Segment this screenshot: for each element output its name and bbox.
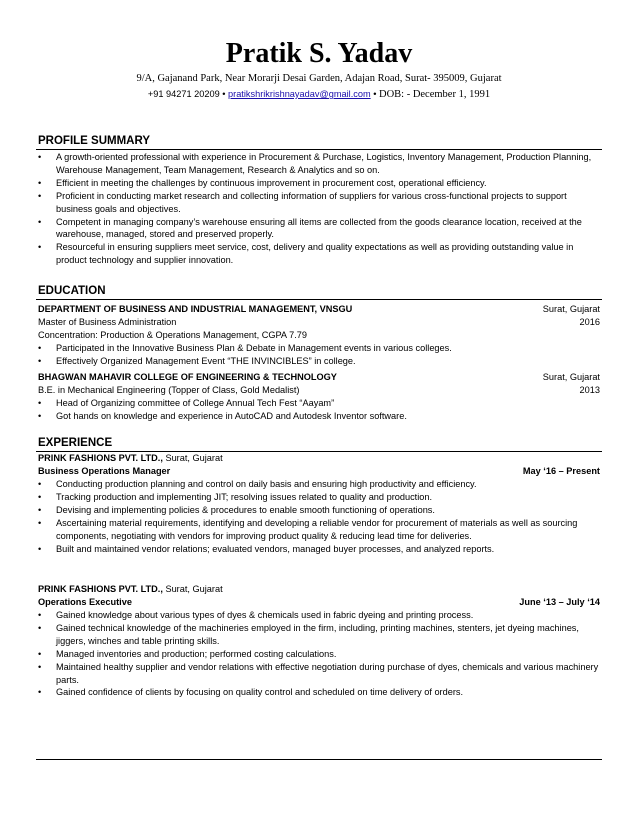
section-title-education: EDUCATION [38,285,106,297]
education-institution-1: DEPARTMENT OF BUSINESS AND INDUSTRIAL MANAGEMENT, VNSGU Surat, Gujarat [38,304,600,314]
list-item: • Gained technical knowledge of the machineries employed in the firm, including, printing machines, stenters, jet dyeing machines, jiggers, winches and table printing skills. [36,622,602,648]
experience-bullets-2 [36,609,602,699]
contact-line [0,87,638,102]
phone: +91 94271 20209 [147,89,220,99]
separator: • [222,89,226,99]
candidate-name: Pratik S. Yadav [225,38,413,69]
list-item: • Effectively Organized Management Event “THE INVINCIBLES” in college. [36,355,602,368]
list-item: • Devising and implementing policies & procedures to enable smooth functioning of operations. [36,504,602,517]
education-degree-1: Master of Business Administration 2016 [38,317,600,327]
education-concentration: Concentration: Production & Operations Management, CGPA 7.79 [38,330,307,340]
list-item: • Conducting production planning and control on daily basis and ensuring high productivity and efficiency. [36,478,602,491]
list-item: • Got hands on knowledge and experience in AutoCAD and Autodesk Inventor software. [36,410,602,423]
list-item: • Tracking production and implementing JIT; resolving issues related to quality and production. [36,491,602,504]
list-item: • Managed inventories and production; performed costing calculations. [36,648,602,661]
section-divider [36,299,602,300]
education-degree-2: B.E. in Mechanical Engineering (Topper of Class, Gold Medalist) 2013 [38,385,600,395]
list-item: • Gained confidence of clients by focusing on quality control and scheduled on time delivery of orders. [36,686,602,699]
section-divider [36,149,602,150]
list-item: • Gained knowledge about various types of dyes & chemicals used in fabric dyeing and printing process. [36,609,602,622]
list-item: • Resourceful in ensuring suppliers meet service, cost, delivery and quality expectations as well as providing outstanding value in product technology and supplier innovation. [36,241,602,267]
experience-bullets-1 [36,478,602,555]
list-item: • Proficient in conducting market research and collecting information of suppliers for various cross-functional projects to support business goals and objectives. [36,190,602,216]
experience-role-2: Operations Executive June ‘13 – July ‘14 [38,597,600,607]
experience-company-1: PRINK FASHIONS PVT. LTD., Surat, Gujarat [38,453,223,463]
list-item: • A growth-oriented professional with experience in Procurement & Purchase, Logistics, Inventory Management, Production Planning, Warehouse Management, Team Management, Research & Analytics and so on. [36,151,602,177]
list-item: • Built and maintained vendor relations; evaluated vendors, managed buyer processes, and analyzed reports. [36,543,602,556]
experience-dates-1: May ‘16 – Present [522,466,600,476]
education-location-2: Surat, Gujarat [542,372,600,382]
footer-divider [36,759,602,760]
list-item: • Competent in managing company’s warehouse ensuring all items are collected from the goods clearance location, received at the warehouse, managed, stored and preserved properly. [36,216,602,242]
education-location-1: Surat, Gujarat [542,304,600,314]
list-item: • Maintained healthy supplier and vendor relations with effective negotiation during purchase of dyes, chemicals and various machinery parts. [36,661,602,687]
list-item: • Participated in the Innovative Business Plan & Debate in Management events in various colleges. [36,342,602,355]
section-title-experience: EXPERIENCE [38,437,113,449]
profile-bullets [36,151,602,267]
section-title-profile: PROFILE SUMMARY [38,135,151,147]
education-year-2: 2013 [579,385,600,395]
separator: • [373,89,377,99]
experience-role-1: Business Operations Manager May ‘16 – Present [38,466,600,476]
education-bullets-1 [36,342,602,368]
education-year-1: 2016 [579,317,600,327]
experience-dates-2: June ‘13 – July ‘14 [519,597,600,607]
experience-company-2: PRINK FASHIONS PVT. LTD., Surat, Gujarat [38,584,223,594]
list-item: • Ascertaining material requirements, identifying and developing a reliable vendor for procurement of materials as well as sourcing components, negotiating with vendors for improving product quality & reducing lead time for deliveries. [36,517,602,543]
education-bullets-2 [36,397,602,423]
date-of-birth: DOB: - December 1, 1991 [378,89,491,100]
list-item: • Head of Organizing committee of College Annual Tech Fest “Aayam” [36,397,602,410]
list-item: • Efficient in meeting the challenges by continuous improvement in procurement cost, operational efficiency. [36,177,602,190]
email-link[interactable]: pratikshrikrishnayadav@gmail.com [228,89,371,99]
address: 9/A, Gajanand Park, Near Morarji Desai Garden, Adajan Road, Surat- 395009, Gujarat [136,73,502,84]
education-institution-2: BHAGWAN MAHAVIR COLLEGE OF ENGINEERING & TECHNOLOGY Surat, Gujarat [38,372,600,382]
